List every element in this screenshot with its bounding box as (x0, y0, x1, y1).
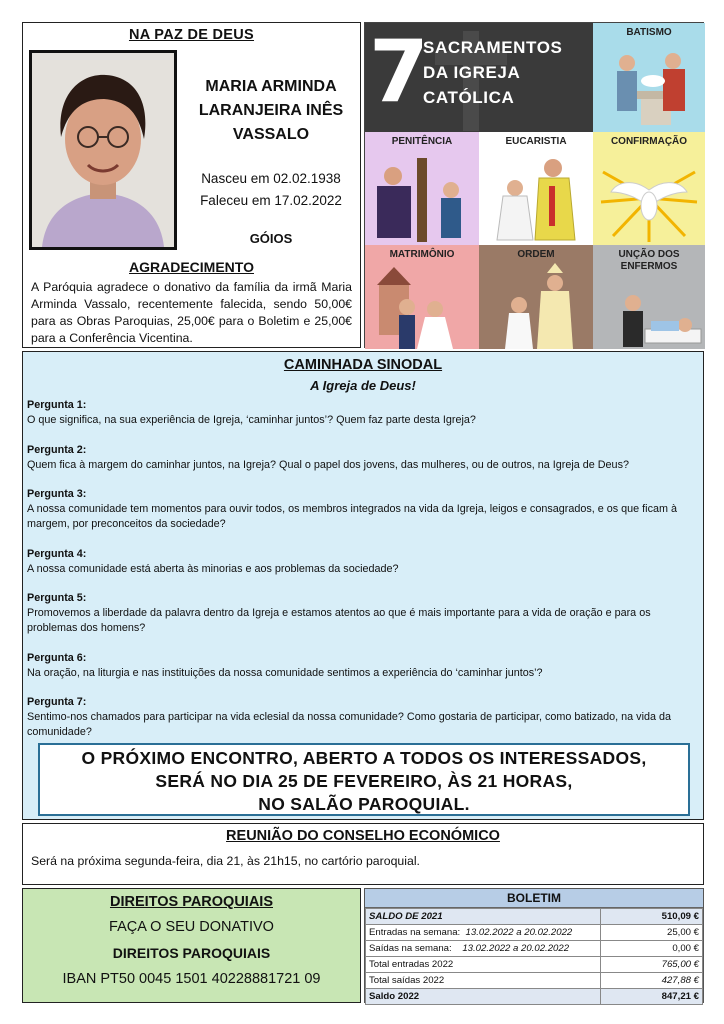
bulletin-title: BOLETIM (365, 889, 703, 908)
sacraments-panel (364, 22, 704, 348)
question (27, 547, 697, 577)
obituary-title: NA PAZ DE DEUS (128, 27, 255, 43)
question-text: Promovemos a liberdade da palavra dentro da Igreja e estamos atentos ao que é mais importante para a vida de oração e para os problemas dos homens? (27, 607, 651, 634)
banner-line: SERÁ NO DIA 25 DE FEVEREIRO, ÀS 21 HORAS, (155, 771, 573, 791)
sacrament-label: ORDEM (517, 249, 555, 260)
question (27, 695, 697, 740)
label-text: Saídas na semana: (369, 943, 452, 954)
title-line: CATÓLICA (423, 88, 515, 107)
row-value: 510,09 € (601, 909, 703, 925)
question-label: Pergunta 4: (27, 548, 87, 560)
sacraments-header (365, 23, 593, 132)
deceased-photo (29, 50, 177, 250)
obituary-panel (22, 22, 361, 348)
sacrament-label: MATRIMÔNIO (389, 249, 455, 260)
table-row (366, 957, 703, 973)
death-date: Faleceu em 17.02.2022 (200, 193, 342, 208)
sacrament-confirmacao (593, 132, 705, 245)
table-row (366, 909, 703, 925)
name-line: VASSALO (232, 126, 310, 143)
penance-icon (365, 132, 479, 245)
question-label: Pergunta 5: (27, 592, 87, 604)
meeting-panel (22, 823, 704, 885)
label-text: SALDO DE 2021 (369, 911, 443, 922)
sacraments-title (423, 35, 591, 110)
rights-line: DIREITOS PAROQUIAIS (112, 945, 271, 961)
question-text: Sentimo-nos chamados para participar na vida eclesial da nossa comunidade? Como gostaria de participar, como batizado, na vida da comunidade? (27, 711, 671, 738)
row-value: 427,88 € (601, 973, 703, 989)
sacrament-ordem (479, 245, 593, 349)
banner-line: NO SALÃO PAROQUIAL. (258, 794, 470, 814)
row-label: Saldo 2022 (366, 989, 601, 1005)
deceased-name (191, 75, 351, 147)
bulletin-panel (364, 888, 704, 1003)
question-label: Pergunta 7: (27, 696, 87, 708)
name-line: MARIA ARMINDA (205, 78, 337, 95)
row-label (366, 909, 601, 925)
question-text: Quem fica à margem do caminhar juntos, na Igreja? Qual o papel dos jovens, das mulheres, ou de outros, na Igreja de Deus? (27, 459, 629, 471)
period-text: 13.02.2022 a 20.02.2022 (462, 943, 570, 954)
question-text: A nossa comunidade tem momentos para ouvir todos, os membros integrados na vida da Igreja, leigos e consagrados, e os que ficam à margem, por preconceitos da sociedade? (27, 503, 677, 530)
question-label: Pergunta 2: (27, 444, 87, 456)
baptism-icon (593, 23, 705, 132)
name-line: LARANJEIRA INÊS (198, 102, 344, 119)
bulletin-table (365, 908, 703, 1005)
meeting-title: REUNIÃO DO CONSELHO ECONÓMICO (226, 828, 500, 844)
parish-rights-panel (22, 888, 361, 1003)
sacrament-label: PENITÊNCIA (391, 136, 453, 147)
title-line: SACRAMENTOS (423, 38, 563, 57)
rights-title: DIREITOS PAROQUIAIS (109, 894, 273, 910)
question-text: O que significa, na sua experiência de Igreja, ‘caminhar juntos’? Quem faz parte desta Igreja? (27, 414, 476, 426)
row-label (366, 925, 601, 941)
banner-line: O PRÓXIMO ENCONTRO, ABERTO A TODOS OS INTERESSADOS, (81, 748, 647, 768)
question (27, 487, 697, 532)
row-label: Total entradas 2022 (366, 957, 601, 973)
sacrament-penitencia (365, 132, 479, 245)
sacrament-label: UNÇÃO DOS ENFERMOS (618, 249, 680, 272)
question (27, 591, 697, 636)
question-label: Pergunta 1: (27, 399, 87, 411)
row-value: 25,00 € (601, 925, 703, 941)
sacrament-label: CONFIRMAÇÃO (610, 136, 688, 147)
sacraments-number: 7 (369, 23, 429, 122)
question-label: Pergunta 3: (27, 488, 87, 500)
row-label (366, 941, 601, 957)
table-row (366, 925, 703, 941)
synodal-title: CAMINHADA SINODAL (283, 357, 443, 373)
iban: IBAN PT50 0045 1501 40228881721 09 (62, 971, 321, 987)
sacrament-matrimonio (365, 245, 479, 349)
row-label: Total saídas 2022 (366, 973, 601, 989)
parish-place: GÓIOS (249, 231, 293, 246)
rights-line: FAÇA O SEU DONATIVO (109, 919, 274, 935)
row-value: 0,00 € (601, 941, 703, 957)
thanks-text: A Paróquia agradece o donativo da família da irmã Maria Arminda Vassalo, recentemente falecida, sendo 50,00€ para as Obras Paroquias, 25,00€ para o Boletim e 25,00€ para a Conferência Vicentina. (31, 280, 352, 345)
question (27, 443, 697, 473)
table-row (366, 941, 703, 957)
dove-icon (593, 132, 705, 245)
sacrament-batismo (593, 23, 705, 132)
question-text: Na oração, na liturgia e nas instituições da nossa comunidade sentimos a experiência do ‘caminhar juntos’? (27, 667, 543, 679)
sacrament-label: EUCARISTIA (505, 136, 567, 147)
question (27, 651, 697, 681)
anointing-icon (593, 245, 705, 349)
table-row (366, 973, 703, 989)
label-text: Entradas na semana: (369, 927, 461, 938)
question-text: A nossa comunidade está aberta às minorias e aos problemas da sociedade? (27, 563, 399, 575)
period-text: 13.02.2022 a 20.02.2022 (465, 927, 573, 938)
ordination-icon (479, 245, 593, 349)
eucharist-icon (479, 132, 593, 245)
meeting-text: Será na próxima segunda-feira, dia 21, às 21h15, no cartório paroquial. (31, 854, 420, 868)
synodal-subtitle: A Igreja de Deus! (310, 378, 416, 393)
row-value: 847,21 € (601, 989, 703, 1005)
question-label: Pergunta 6: (27, 652, 87, 664)
sacrament-uncao (593, 245, 705, 349)
table-row (366, 989, 703, 1005)
thanks-title: AGRADECIMENTO (129, 259, 254, 275)
birth-date: Nasceu em 02.02.1938 (201, 171, 341, 186)
title-line: DA IGREJA (423, 63, 521, 82)
portrait-illustration (32, 53, 174, 247)
matrimony-icon (365, 245, 479, 349)
sacrament-eucaristia (479, 132, 593, 245)
synodal-panel (22, 351, 704, 820)
row-value: 765,00 € (601, 957, 703, 973)
question (27, 398, 697, 428)
next-meeting-banner (38, 743, 690, 816)
sacrament-label: BATISMO (626, 27, 672, 38)
